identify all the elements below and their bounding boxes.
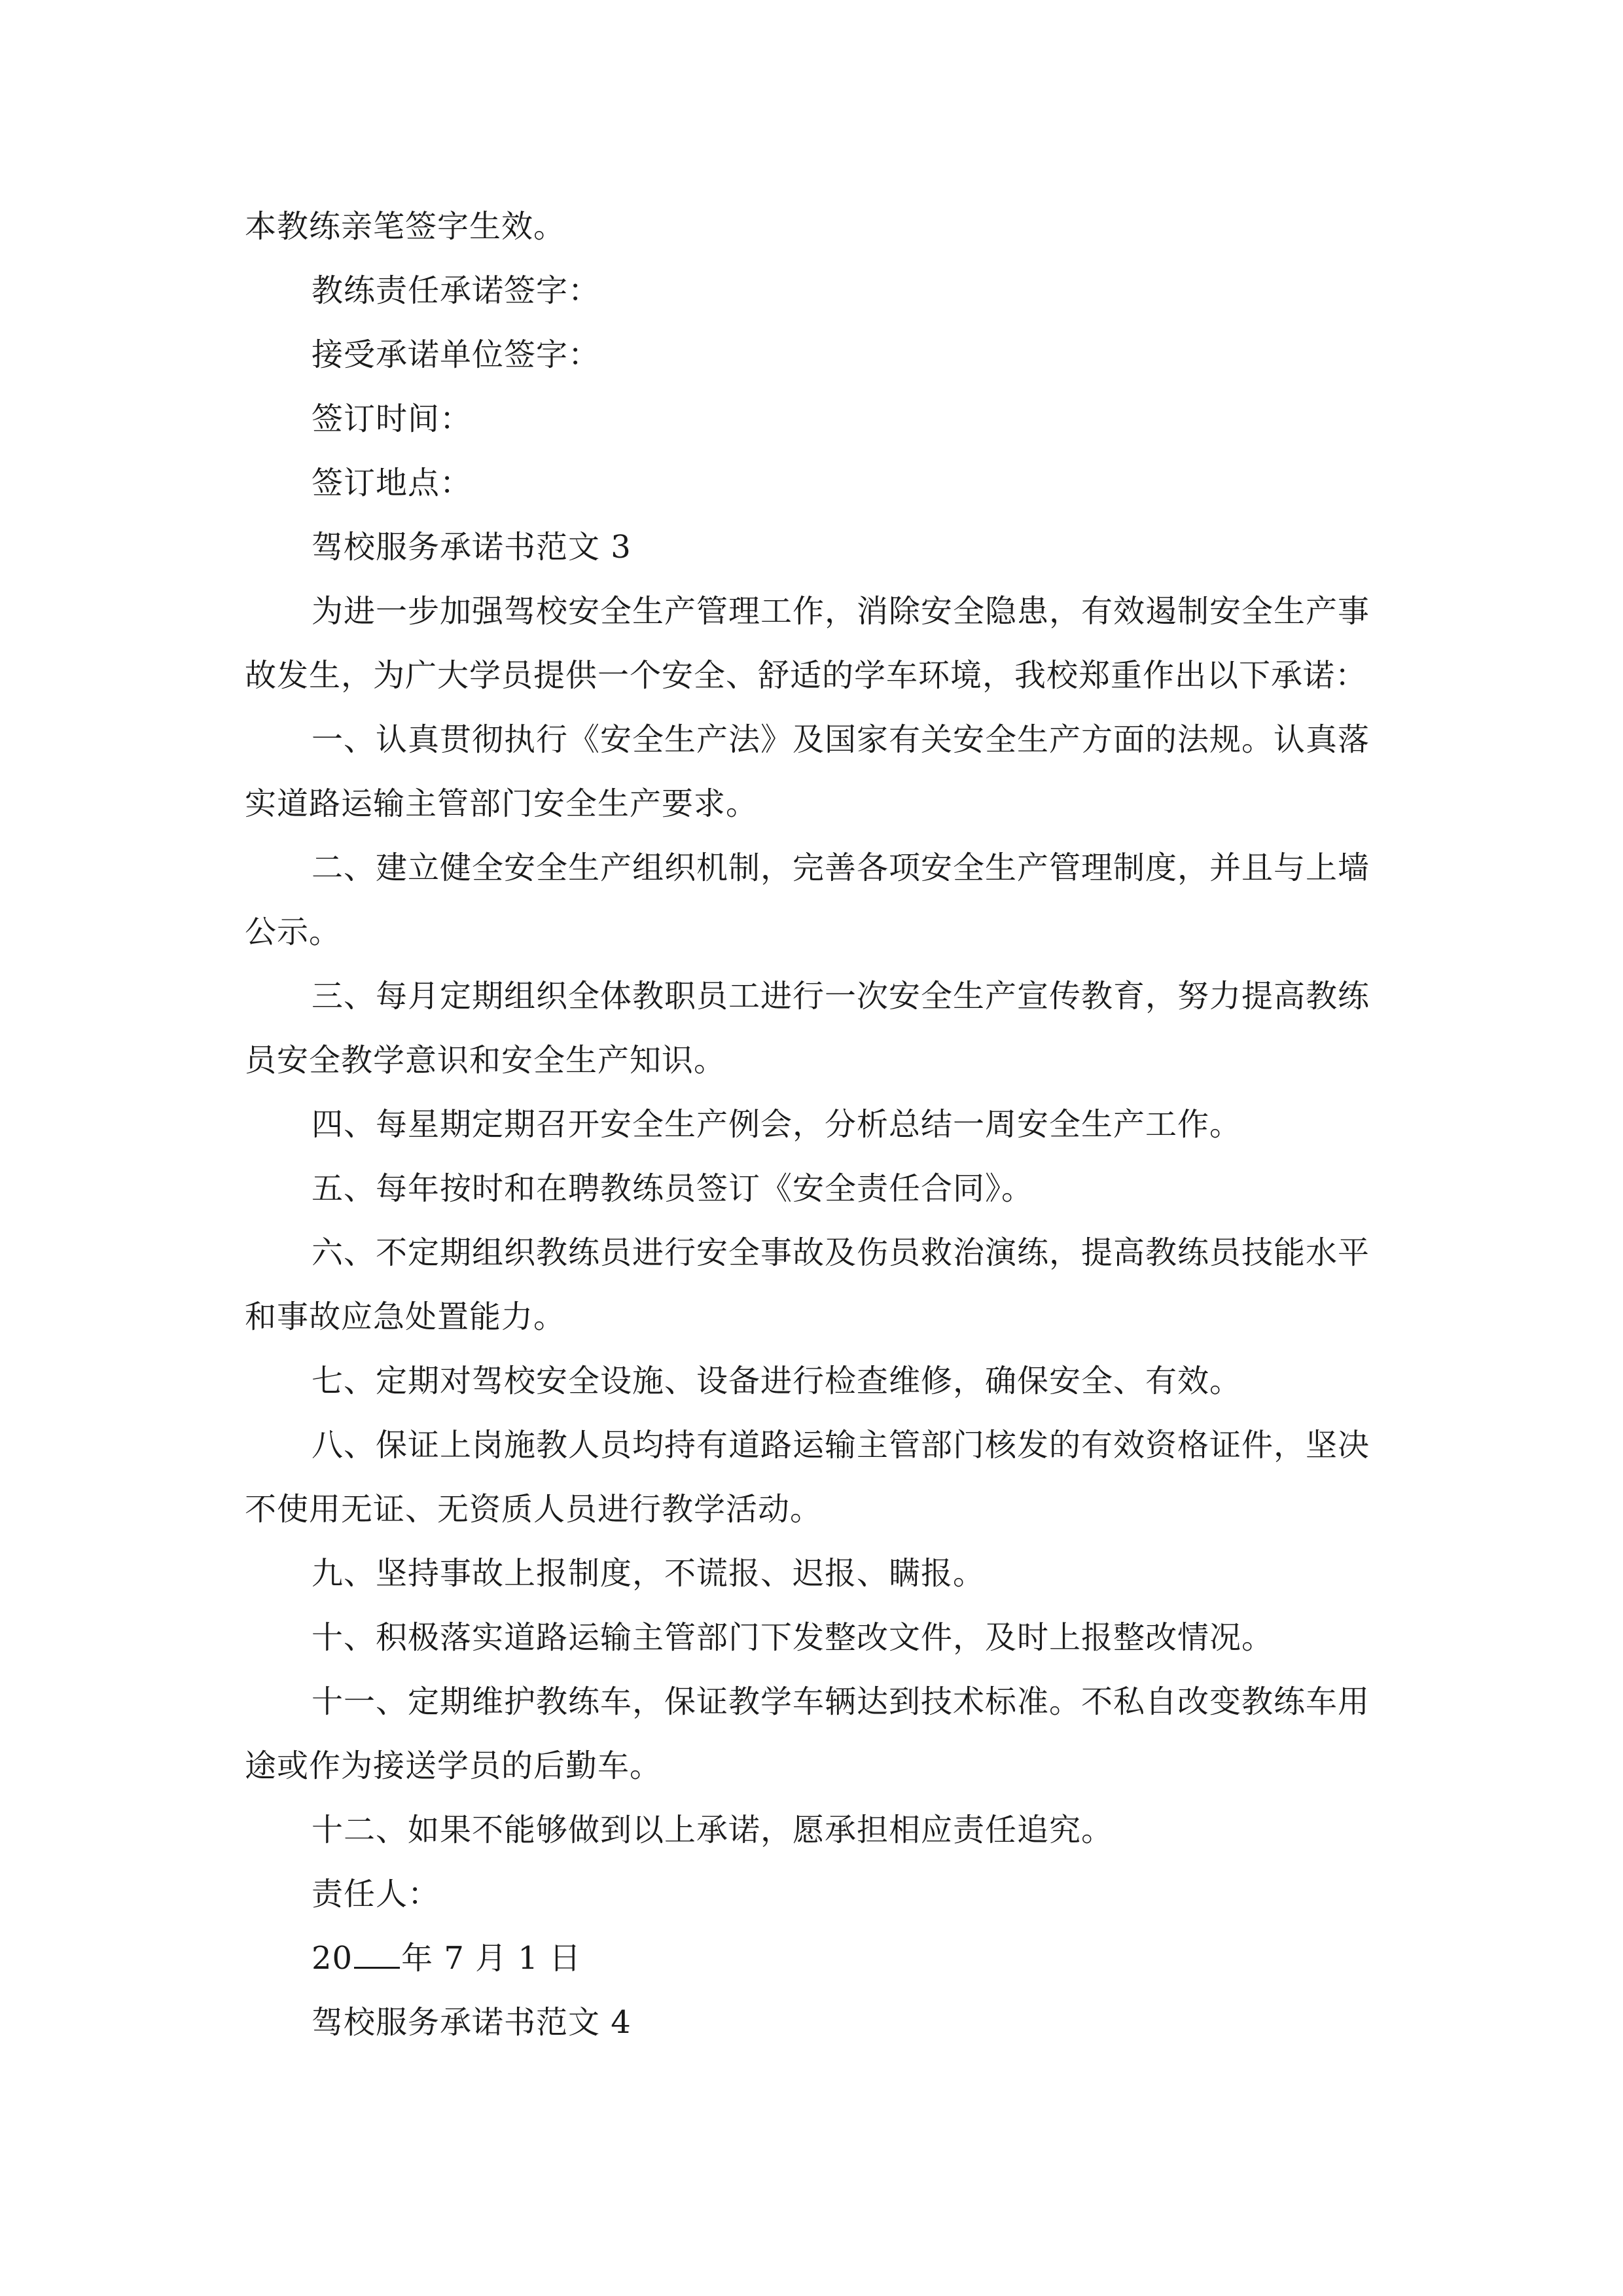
item4: 四、每星期定期召开安全生产例会，分析总结一周安全生产工作。 xyxy=(312,1106,1242,1143)
date-blank xyxy=(354,1941,400,1969)
item9: 九、坚持事故上报制度，不谎报、迟报、瞒报。 xyxy=(312,1555,986,1592)
item10: 十、积极落实道路运输主管部门下发整改文件，及时上报整改情况。 xyxy=(312,1619,1274,1656)
item2-line-2: 公示。 xyxy=(245,914,342,950)
intro-line-2: 故发生，为广大学员提供一个安全、舒适的学车环境，我校郑重作出以下承诺： xyxy=(245,657,1368,694)
signing-place-label: 签订地点： xyxy=(312,465,473,501)
signing-time-label: 签订时间： xyxy=(312,401,473,437)
item7: 七、定期对驾校安全设施、设备进行检查维修，确保安全、有效。 xyxy=(312,1363,1242,1399)
coach-signature-label: 教练责任承诺签字： xyxy=(312,272,601,309)
section4-title: 驾校服务承诺书范文 4 xyxy=(312,2004,632,2041)
item11-line-2: 途或作为接送学员的后勤车。 xyxy=(245,1748,662,1784)
item6-line-2: 和事故应急处置能力。 xyxy=(245,1299,566,1335)
continuation-text: 本教练亲笔签字生效。 xyxy=(245,208,566,245)
item2-line-1: 二、建立健全安全生产组织机制，完善各项安全生产管理制度，并且与上墙 xyxy=(312,850,1370,886)
item1-line-1: 一、认真贯彻执行《安全生产法》及国家有关安全生产方面的法规。认真落 xyxy=(312,721,1370,758)
item1-line-2: 实道路运输主管部门安全生产要求。 xyxy=(245,785,758,822)
item6-line-1: 六、不定期组织教练员进行安全事故及伤员救治演练，提高教练员技能水平 xyxy=(312,1234,1370,1271)
item3-line-2: 员安全教学意识和安全生产知识。 xyxy=(245,1042,726,1079)
date-prefix: 20 xyxy=(312,1940,353,1977)
item3-line-1: 三、每月定期组织全体教职员工进行一次安全生产宣传教育，努力提高教练 xyxy=(312,978,1370,1014)
item8-line-1: 八、保证上岗施教人员均持有道路运输主管部门核发的有效资格证件，坚决 xyxy=(312,1427,1370,1463)
section3-title: 驾校服务承诺书范文 3 xyxy=(312,529,632,565)
date-suffix: 年 7 月 1 日 xyxy=(401,1940,582,1977)
item8-line-2: 不使用无证、无资质人员进行教学活动。 xyxy=(245,1491,823,1528)
intro-line-1: 为进一步加强驾校安全生产管理工作，消除安全隐患，有效遏制安全生产事 xyxy=(312,593,1370,630)
item11-line-1: 十一、定期维护教练车，保证教学车辆达到技术标准。不私自改变教练车用 xyxy=(312,1683,1370,1720)
item12: 十二、如果不能够做到以上承诺，愿承担相应责任追究。 xyxy=(312,1812,1114,1848)
item5: 五、每年按时和在聘教练员签订《安全责任合同》。 xyxy=(312,1170,1034,1207)
unit-signature-label: 接受承诺单位签字： xyxy=(312,336,601,373)
responsible-person-label: 责任人： xyxy=(312,1876,440,1912)
date-line xyxy=(312,1939,581,1978)
